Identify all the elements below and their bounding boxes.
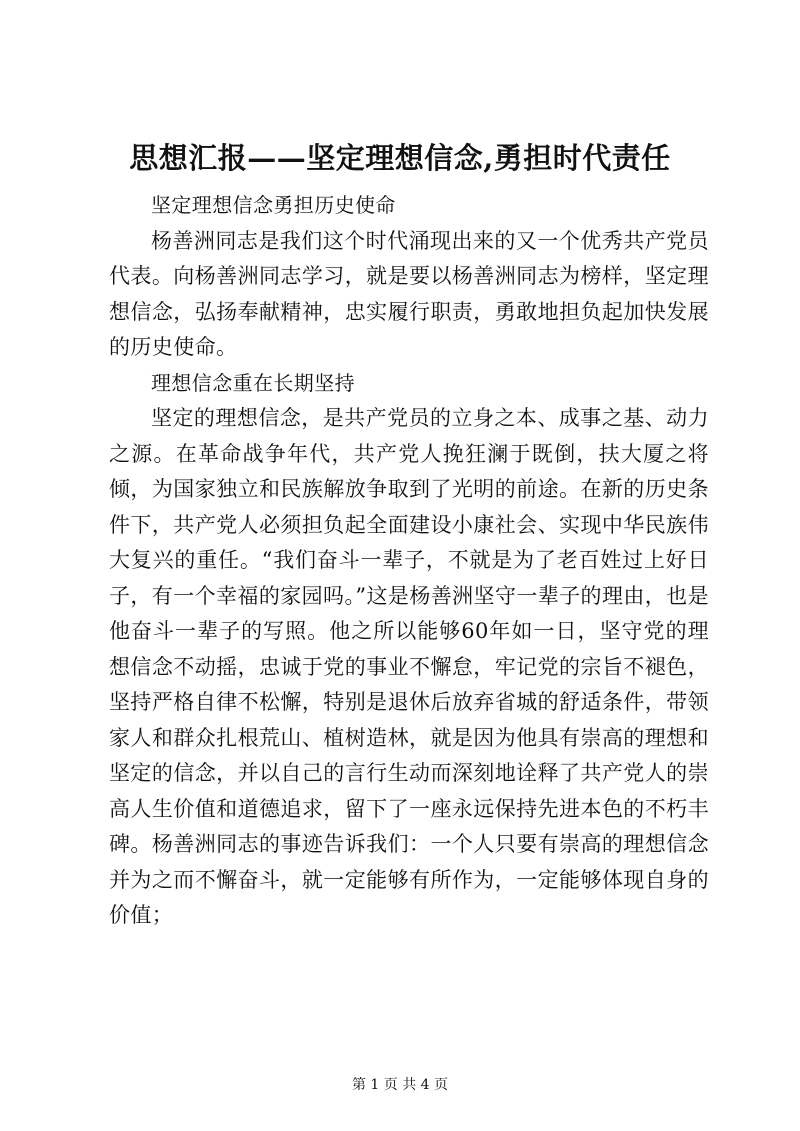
page-footer: 第 1 页 共 4 页: [351, 1077, 449, 1093]
document-body: [109, 188, 709, 934]
document-title: 思想汇报——坚定理想信念,勇担时代责任: [129, 141, 671, 175]
paragraph-1: 杨善洲同志是我们这个时代涌现出来的又一个优秀共产党员代表。向杨善洲同志学习，就是要以杨善洲同志为榜样，坚定理想信念，弘扬奉献精神，忠实履行职责，勇敢地担负起加快发展的历史使命。: [109, 228, 709, 359]
section-subhead-2: 理想信念重在长期坚持: [151, 370, 355, 395]
paragraph-2: 坚定的理想信念，是共产党员的立身之本、成事之基、动力之源。在革命战争年代，共产党人挽狂澜于既倒，扶大厦之将倾，为国家独立和民族解放争取到了光明的前途。在新的历史条件下，共产党人必须担负起全面建设小康社会、实现中华民族伟大复兴的重任。“我们奋斗一辈子，不就是为了老百姓过上好日子，有一个幸福的家园吗。”这是杨善洲坚守一辈子的理由，也是他奋斗一辈子的写照。他之所以能够60年如一日，坚守党的理想信念不动摇，忠诚于党的事业不懈怠，牢记党的宗旨不褪色，坚持严格自律不松懈，特别是退休后放弃省城的舒适条件，带领家人和群众扎根荒山、植树造林，就是因为他具有崇高的理想和坚定的信念，并以自己的言行生动而深刻地诠释了共产党人的崇高人生价值和道德追求，留下了一座永远保持先进本色的不朽丰碑。杨善洲同志的事迹告诉我们：一个人只要有崇高的理想信念并为之而不懈奋斗，就一定能够有所作为，一定能够体现自身的价值；: [109, 406, 709, 927]
section-subhead-1: 坚定理想信念勇担历史使命: [151, 193, 396, 217]
